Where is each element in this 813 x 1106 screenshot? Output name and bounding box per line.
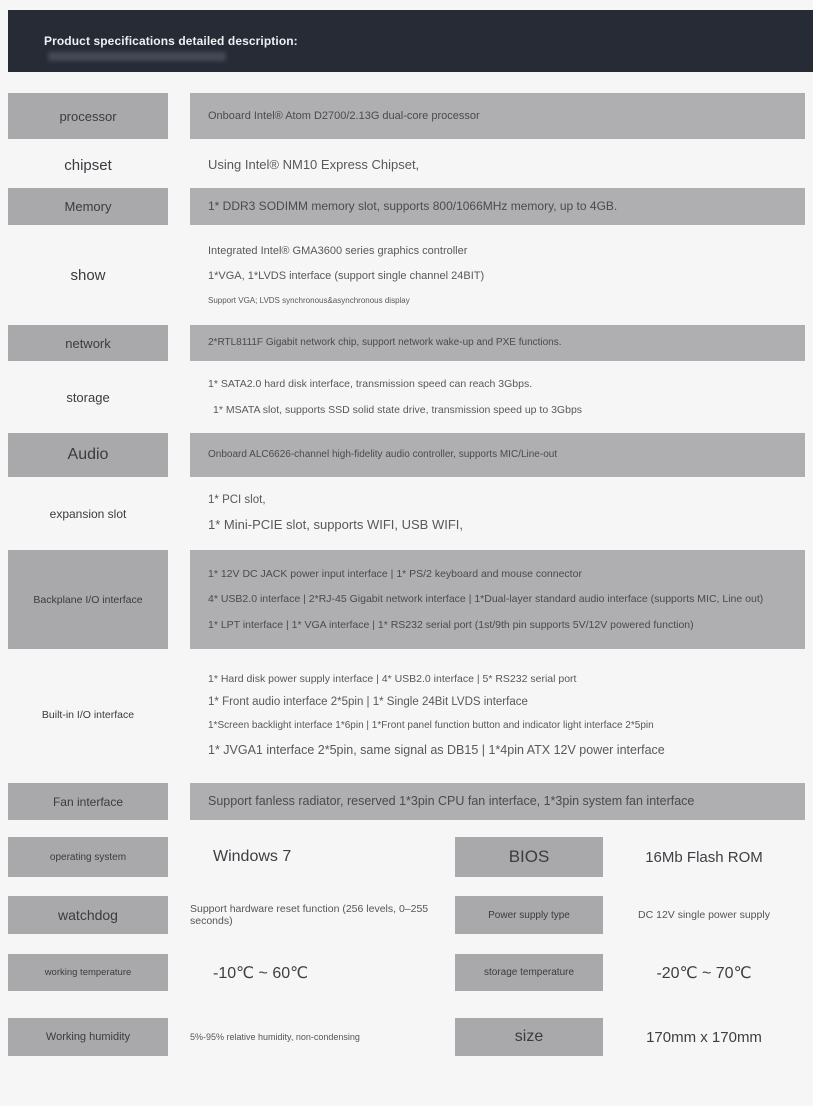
row-value xyxy=(190,433,805,477)
spec-row-network xyxy=(8,325,805,361)
value-line: 1* Front audio interface 2*5pin | 1* Single 24Bit LVDS interface xyxy=(208,695,528,708)
spec-sheet-page xyxy=(0,10,813,1106)
row-label: working temperature xyxy=(8,954,168,991)
spec-row-os-bios xyxy=(8,837,805,877)
row-label: processor xyxy=(8,93,168,139)
row-value xyxy=(190,550,805,649)
value-line: 1*VGA, 1*LVDS interface (support single channel 24BIT) xyxy=(208,270,485,283)
spec-row-watchdog-power xyxy=(8,896,805,934)
row-value xyxy=(190,143,805,187)
value-line: 1* 12V DC JACK power input interface | 1* PS/2 keyboard and mouse connector xyxy=(208,568,582,581)
spec-row-temperatures xyxy=(8,954,805,991)
value-line: 1* DDR3 SODIMM memory slot, supports 800/1066MHz memory, up to 4GB. xyxy=(208,198,618,213)
row-label: Working humidity xyxy=(8,1018,168,1056)
value-line: Support fanless radiator, reserved 1*3pin CPU fan interface, 1*3pin system fan interface xyxy=(208,794,695,809)
spec-row-expansion-slot xyxy=(8,483,805,544)
row-value xyxy=(190,93,805,139)
row-label: watchdog xyxy=(8,896,168,934)
value-line: 1*Screen backlight interface 1*6pin | 1*Front panel function button and indicator light interface 2*5pin xyxy=(208,720,654,732)
row-value xyxy=(190,366,805,428)
header-bar xyxy=(8,10,813,72)
row-label: storage temperature xyxy=(455,954,603,991)
value-line: 1* JVGA1 interface 2*5pin, same signal as DB15 | 1*4pin ATX 12V power interface xyxy=(208,742,665,757)
value-line: 4* USB2.0 interface | 2*RJ-45 Gigabit network interface | 1*Dual-layer standard audio interface (supports MIC, Line out) xyxy=(208,593,764,606)
value-line: Onboard Intel® Atom D2700/2.13G dual-core processor xyxy=(208,109,480,122)
row-label: Fan interface xyxy=(8,783,168,820)
value-line: Using Intel® NM10 Express Chipset, xyxy=(208,156,420,172)
row-label: Built-in I/O interface xyxy=(41,709,135,721)
value-line: 1* MSATA slot, supports SSD solid state drive, transmission speed up to 3Gbps xyxy=(213,403,583,416)
row-label: storage xyxy=(66,389,110,405)
row-label: Backplane I/O interface xyxy=(8,550,168,649)
row-value xyxy=(190,230,805,320)
row-label: Memory xyxy=(8,188,168,225)
row-value: -20℃ ~ 70℃ xyxy=(656,964,752,982)
spec-row-humidity-size xyxy=(8,1018,805,1056)
value-line: 1* Mini-PCIE slot, supports WIFI, USB WIFI, xyxy=(208,517,463,533)
row-value xyxy=(190,483,805,544)
spec-row-display xyxy=(8,230,805,320)
spec-row-backplane-io xyxy=(8,550,805,649)
row-value: Windows 7 xyxy=(213,848,292,865)
value-line: Support VGA; LVDS synchronous&asynchronous display xyxy=(208,296,410,306)
row-label: size xyxy=(455,1018,603,1056)
row-value xyxy=(190,656,805,774)
spec-row-fan-interface xyxy=(8,783,805,820)
row-value: 5%-95% relative humidity, non-condensing xyxy=(190,1032,360,1042)
value-line: 1* PCI slot, xyxy=(208,493,266,506)
spec-row-processor xyxy=(8,93,805,139)
page-title: Product specifications detailed description: xyxy=(44,34,298,48)
row-label: Audio xyxy=(8,433,168,477)
row-value: -10℃ ~ 60℃ xyxy=(213,964,309,982)
row-value: 170mm x 170mm xyxy=(646,1028,762,1046)
row-label: BIOS xyxy=(455,837,603,877)
value-line: Onboard ALC6626-channel high-fidelity audio controller, supports MIC/Line-out xyxy=(208,449,558,461)
row-value xyxy=(190,783,805,820)
value-line: 1* Hard disk power supply interface | 4* USB2.0 interface | 5* RS232 serial port xyxy=(208,672,577,685)
row-value xyxy=(190,325,805,361)
row-value: DC 12V single power supply xyxy=(638,909,770,921)
row-value xyxy=(190,188,805,225)
row-value: Support hardware reset function (256 levels, 0–255 seconds) xyxy=(190,903,429,927)
spec-row-storage xyxy=(8,366,805,428)
spec-row-audio xyxy=(8,433,805,477)
spec-row-chipset xyxy=(8,143,805,187)
value-line: 1* LPT interface | 1* VGA interface | 1* RS232 serial port (1st/9th pin supports 5V/12V powered function) xyxy=(208,618,694,631)
row-label: operating system xyxy=(8,837,168,877)
value-line: 1* SATA2.0 hard disk interface, transmission speed can reach 3Gbps. xyxy=(208,378,533,391)
row-label: Power supply type xyxy=(455,896,603,934)
row-label: expansion slot xyxy=(49,506,127,521)
value-line: 2*RTL8111F Gigabit network chip, support network wake-up and PXE functions. xyxy=(208,337,562,349)
value-line: Integrated Intel® GMA3600 series graphics controller xyxy=(208,244,468,257)
row-label: show xyxy=(70,266,106,284)
row-label: chipset xyxy=(64,156,112,174)
spec-row-builtin-io xyxy=(8,656,805,774)
row-label: network xyxy=(8,325,168,361)
blurred-subtitle xyxy=(48,52,226,61)
spec-row-memory xyxy=(8,188,805,225)
row-value: 16Mb Flash ROM xyxy=(645,848,763,866)
